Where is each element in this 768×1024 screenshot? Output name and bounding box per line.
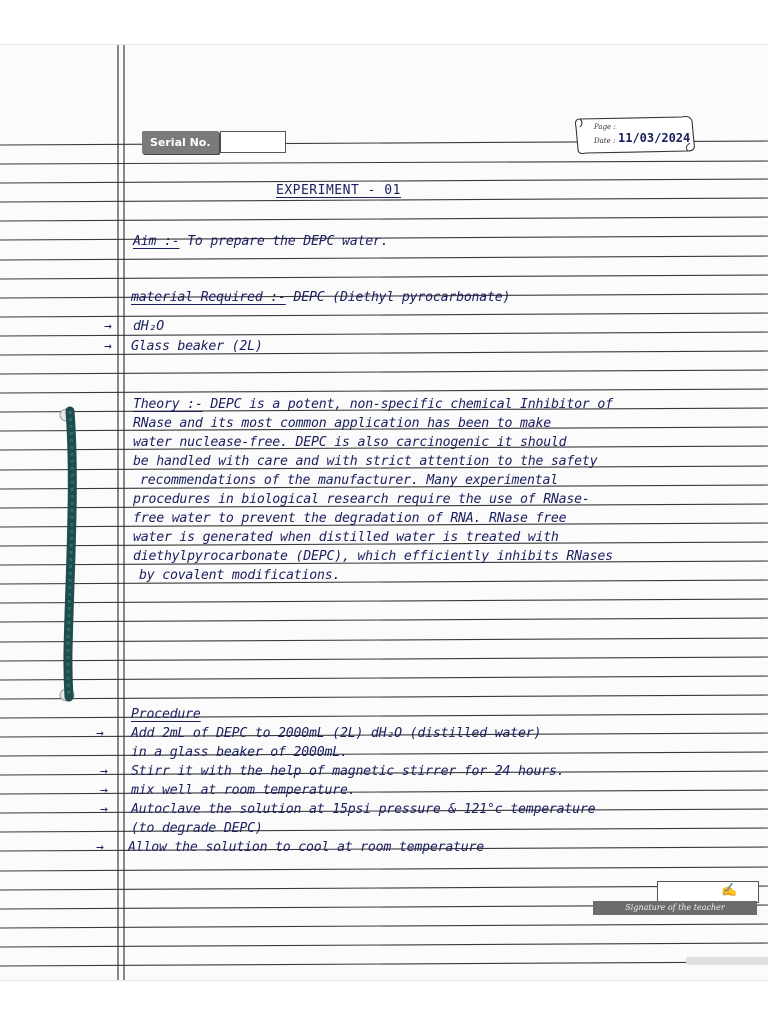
- arrow-bullet: →: [104, 339, 112, 354]
- notebook-page: [0, 44, 768, 981]
- arrow-bullet: →: [100, 802, 108, 817]
- materials-line: [131, 290, 510, 305]
- serial-label: Serial No.: [142, 131, 219, 154]
- theory-text: recommendations of the manufacturer. Many experimental: [140, 473, 558, 488]
- arrow-bullet: →: [96, 840, 104, 855]
- page-date-stamp: [570, 111, 700, 159]
- theory-text: by covalent modifications.: [139, 568, 341, 583]
- signature-caption: Signature of the teacher: [593, 901, 757, 915]
- aim-line: [133, 234, 388, 249]
- experiment-title: EXPERIMENT - 01: [276, 183, 401, 198]
- aim-label: Aim :-: [133, 234, 180, 249]
- date-value: 11/03/2024: [618, 131, 691, 145]
- arrow-bullet: →: [104, 319, 112, 334]
- theory-text: be handled with care and with strict attention to the safety: [133, 454, 598, 469]
- procedure-step: Add 2mL of DEPC to 2000mL (2L) dH₂O (distilled water): [131, 726, 542, 741]
- binding-thread: [58, 405, 84, 705]
- materials-first: DEPC (Diethyl pyrocarbonate): [293, 290, 511, 305]
- procedure-label: Procedure: [131, 707, 201, 722]
- procedure-step: mix well at room temperature.: [131, 783, 356, 798]
- theory-text: procedures in biological research require the use of RNase-: [133, 492, 590, 507]
- signature-frame: [657, 881, 759, 903]
- theory-label: Theory :-: [133, 397, 203, 412]
- procedure-step: Allow the solution to cool at room temperature: [128, 840, 485, 855]
- theory-text: water nuclease-free. DEPC is also carcinogenic it should: [133, 435, 567, 450]
- theory-line: [133, 397, 613, 412]
- teacher-signature-box: [593, 881, 761, 917]
- arrow-bullet: →: [96, 726, 104, 741]
- material-item: Glass beaker (2L): [131, 339, 263, 354]
- procedure-step: Stirr it with the help of magnetic stirrer for 24 hours.: [131, 764, 565, 779]
- theory-text: free water to prevent the degradation of RNA. RNase free: [133, 511, 567, 526]
- serial-box: [220, 131, 286, 153]
- arrow-bullet: →: [100, 764, 108, 779]
- material-item: dH₂O: [133, 319, 164, 334]
- serial-number-field: [142, 129, 286, 155]
- theory-text: diethylpyrocarbonate (DEPC), which efficiently inhibits RNases: [133, 549, 613, 564]
- aim-text: To prepare the DEPC water.: [187, 234, 389, 249]
- date-label: Date :: [594, 137, 616, 145]
- theory-text: DEPC is a potent, non-specific chemical Inhibitor of: [210, 397, 613, 412]
- procedure-step: (to degrade DEPC): [131, 821, 263, 836]
- arrow-bullet: →: [100, 783, 108, 798]
- theory-text: water is generated when distilled water is treated with: [133, 530, 559, 545]
- theory-text: RNase and its most common application has been to make: [133, 416, 551, 431]
- procedure-step: in a glass beaker of 2000mL.: [131, 745, 348, 760]
- materials-label: material Required :-: [131, 290, 286, 305]
- page-label: Page :: [594, 123, 616, 131]
- procedure-step: Autoclave the solution at 15psi pressure & 121°c temperature: [131, 802, 596, 817]
- pen-signature-icon: ✍: [721, 883, 738, 898]
